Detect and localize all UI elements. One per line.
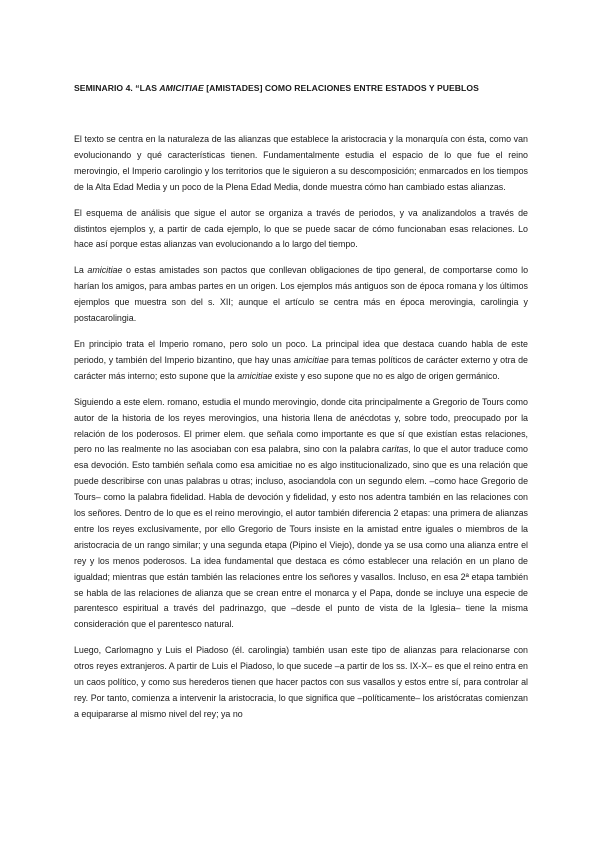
paragraph xyxy=(74,337,528,385)
document-title xyxy=(74,82,528,94)
document-body xyxy=(74,132,528,723)
title-suffix: [AMISTADES] COMO RELACIONES ENTRE ESTADOS Y PUEBLOS xyxy=(203,83,479,93)
italic-term: amicitiae xyxy=(293,354,329,365)
text-run: La xyxy=(74,265,88,276)
title-prefix: SEMINARIO 4. “LAS xyxy=(74,83,160,93)
text-run: o estas amistades son pactos que conllevan obligaciones de tipo general, de comportarse como lo harían los amigos, para ambas partes en un origen. Los ejemplos más antiguos son de época romana y los últimos ejemplos que muestra son del s. XII; aunque el artículo se centra más en época merovingia, carolingia y postacarolingia. xyxy=(74,265,529,324)
text-run: Luego, Carlomagno y Luis el Piadoso (él. carolingia) también usan este tipo de alianzas para relacionarse con otros reyes extranjeros. A partir de Luis el Piadoso, lo que sucede –a partir de los ss. IX-X– es que el reino entra en un caos político, y como sus herederos tienen que hacer pactos con sus vasallos y estos entre sí, para controlar al rey. Por tanto, comienza a intervenir la aristocracia, lo que significa que –políticamente– los aristócratas comienzan a equipararse al mismo nivel del rey; ya no xyxy=(74,645,528,719)
text-run: para temas políticos de carácter externo y otra de carácter más interno; esto supone que la xyxy=(74,354,528,381)
text-run: , lo que el autor traduce como esa devoción. Esto también señala como esa amicitiae no es algo institucionalizado, sino que es una relación que puede describirse con unas palabras u otras; incluso, asociandola con un segundo elem. –como hace Gregorio de Tours– como la palabra fidelidad. Habla de devoción y fidelidad, y esto nos adentra también en las relaciones con los señores. Dentro de lo que es el reino merovingio, el autor también diferencia 2 etapas: una primera de alianzas entre los reyes exclusivamente, por ello Gregorio de Tours insiste en la amistad entre iguales o miembros de la aristocracia de un rango similar; y una segunda etapa (Pipino el Viejo), donde ya se usa como una alianza entre el rey y los menos poderosos. La idea fundamental que destaca es cómo establecer una relación en un plano de igualdad; mientras que están también las relaciones entre los señores y vasallos. Incluso, en esa 2ª etapa también se habla de las relaciones de alianza que se crean entre el monarca y el Papa, donde se incluye una especie de parentesco espiritual a través del padrinazgo, que –desde el punto de vista de la Iglesia– tiene la misma consideración que el parentesco natural. xyxy=(74,444,528,630)
italic-term: amicitiae xyxy=(237,370,273,381)
paragraph xyxy=(74,643,528,723)
italic-term: caritas xyxy=(382,444,409,455)
text-run: El esquema de análisis que sigue el autor se organiza a través de periodos, y va analizandolos a través de distintos ejemplos y, a partir de cada ejemplo, lo que se puede sacar de cómo funcionaban esas relaciones. Lo hace así porque estas alianzas van evolucionando a lo largo del tiempo. xyxy=(74,207,528,250)
title-emphasis: AMICITIAE xyxy=(159,83,204,93)
text-run: En principio trata el Imperio romano, pero solo un poco. La principal idea que destaca cuando habla de este periodo, y también del Imperio bizantino, que hay unas xyxy=(74,338,528,365)
paragraph xyxy=(74,206,528,254)
paragraph xyxy=(74,263,528,327)
paragraph xyxy=(74,395,528,634)
text-run: Siguiendo a este elem. romano, estudia el mundo merovingio, donde cita principalmente a Gregorio de Tours como autor de la historia de los reyes merovingios, una historia llena de anécdotas y, sobre todo, preocupado por la relación de los poderosos. El primer elem. que señala como importante es que sí que existían estas relaciones, pero no las realmente no las asociaban con esa palabra, sino con la palabra xyxy=(74,396,528,455)
paragraph xyxy=(74,132,528,196)
text-run: existe y eso supone que no es algo de origen germánico. xyxy=(272,370,500,381)
text-run: El texto se centra en la naturaleza de las alianzas que establece la aristocracia y la monarquía con ésta, como van evolucionando y qué características tienen. Fundamentalmente estudia el espacio de lo que fue el reino merovingio, el Imperio carolingio y los territorios que le siguieron a su descomposición; enmarcados en los tiempos de la Alta Edad Media y un poco de la Plena Edad Media, donde muestra cómo han cambiado estas alianzas. xyxy=(74,134,528,192)
italic-term: amicitiae xyxy=(87,265,123,276)
